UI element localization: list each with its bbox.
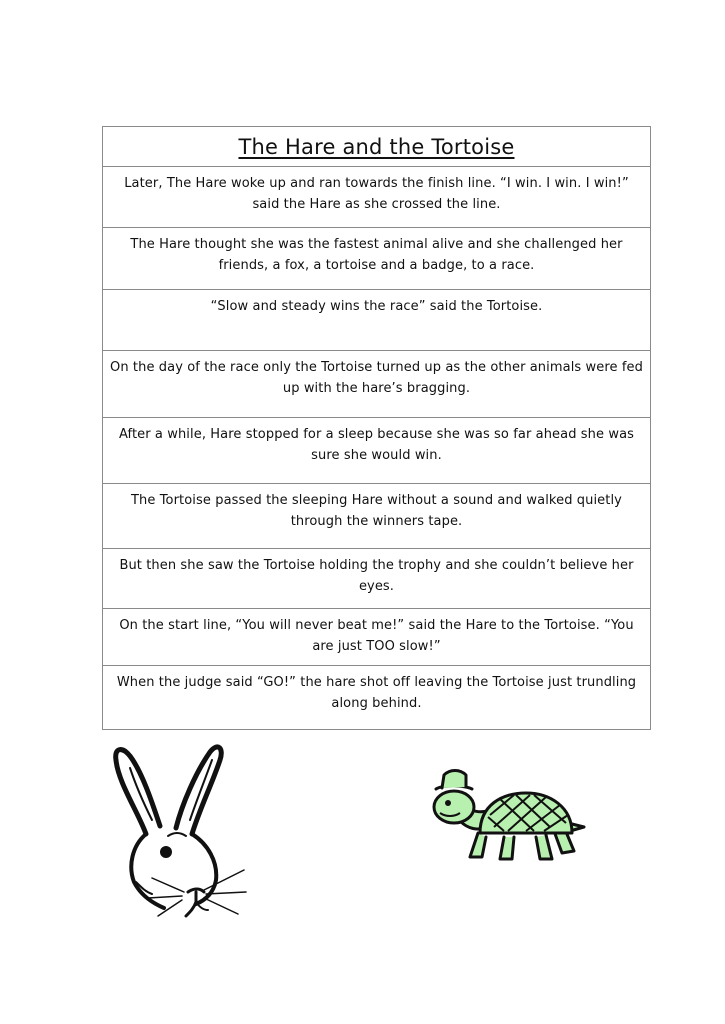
sentence-card: “Slow and steady wins the race” said the Tortoise. bbox=[103, 290, 650, 351]
worksheet-title: The Hare and the Tortoise bbox=[238, 134, 515, 159]
sentence-card: After a while, Hare stopped for a sleep because she was so far ahead she was sure she would win. bbox=[103, 418, 650, 484]
sentence-card: The Hare thought she was the fastest animal alive and she challenged her friends, a fox, a tortoise and a badge, to a race. bbox=[103, 228, 650, 290]
title-row bbox=[103, 127, 650, 167]
sentence-card: Later, The Hare woke up and ran towards the finish line. “I win. I win. I win!” said the Hare as she crossed the line. bbox=[103, 167, 650, 228]
tortoise-icon bbox=[430, 765, 590, 865]
sentence-card: The Tortoise passed the sleeping Hare without a sound and walked quietly through the winners tape. bbox=[103, 484, 650, 549]
hare-icon bbox=[108, 742, 248, 922]
sentence-card: When the judge said “GO!” the hare shot off leaving the Tortoise just trundling along behind. bbox=[116, 675, 637, 711]
sentence-card: On the start line, “You will never beat me!” said the Hare to the Tortoise. “You are just TOO slow!” bbox=[103, 609, 650, 666]
story-sequencing-table bbox=[102, 126, 651, 730]
sentence-card: On the day of the race only the Tortoise turned up as the other animals were fed up with the hare’s bragging. bbox=[103, 351, 650, 418]
sentence-card: But then she saw the Tortoise holding the trophy and she couldn’t believe her eyes. bbox=[103, 549, 650, 609]
